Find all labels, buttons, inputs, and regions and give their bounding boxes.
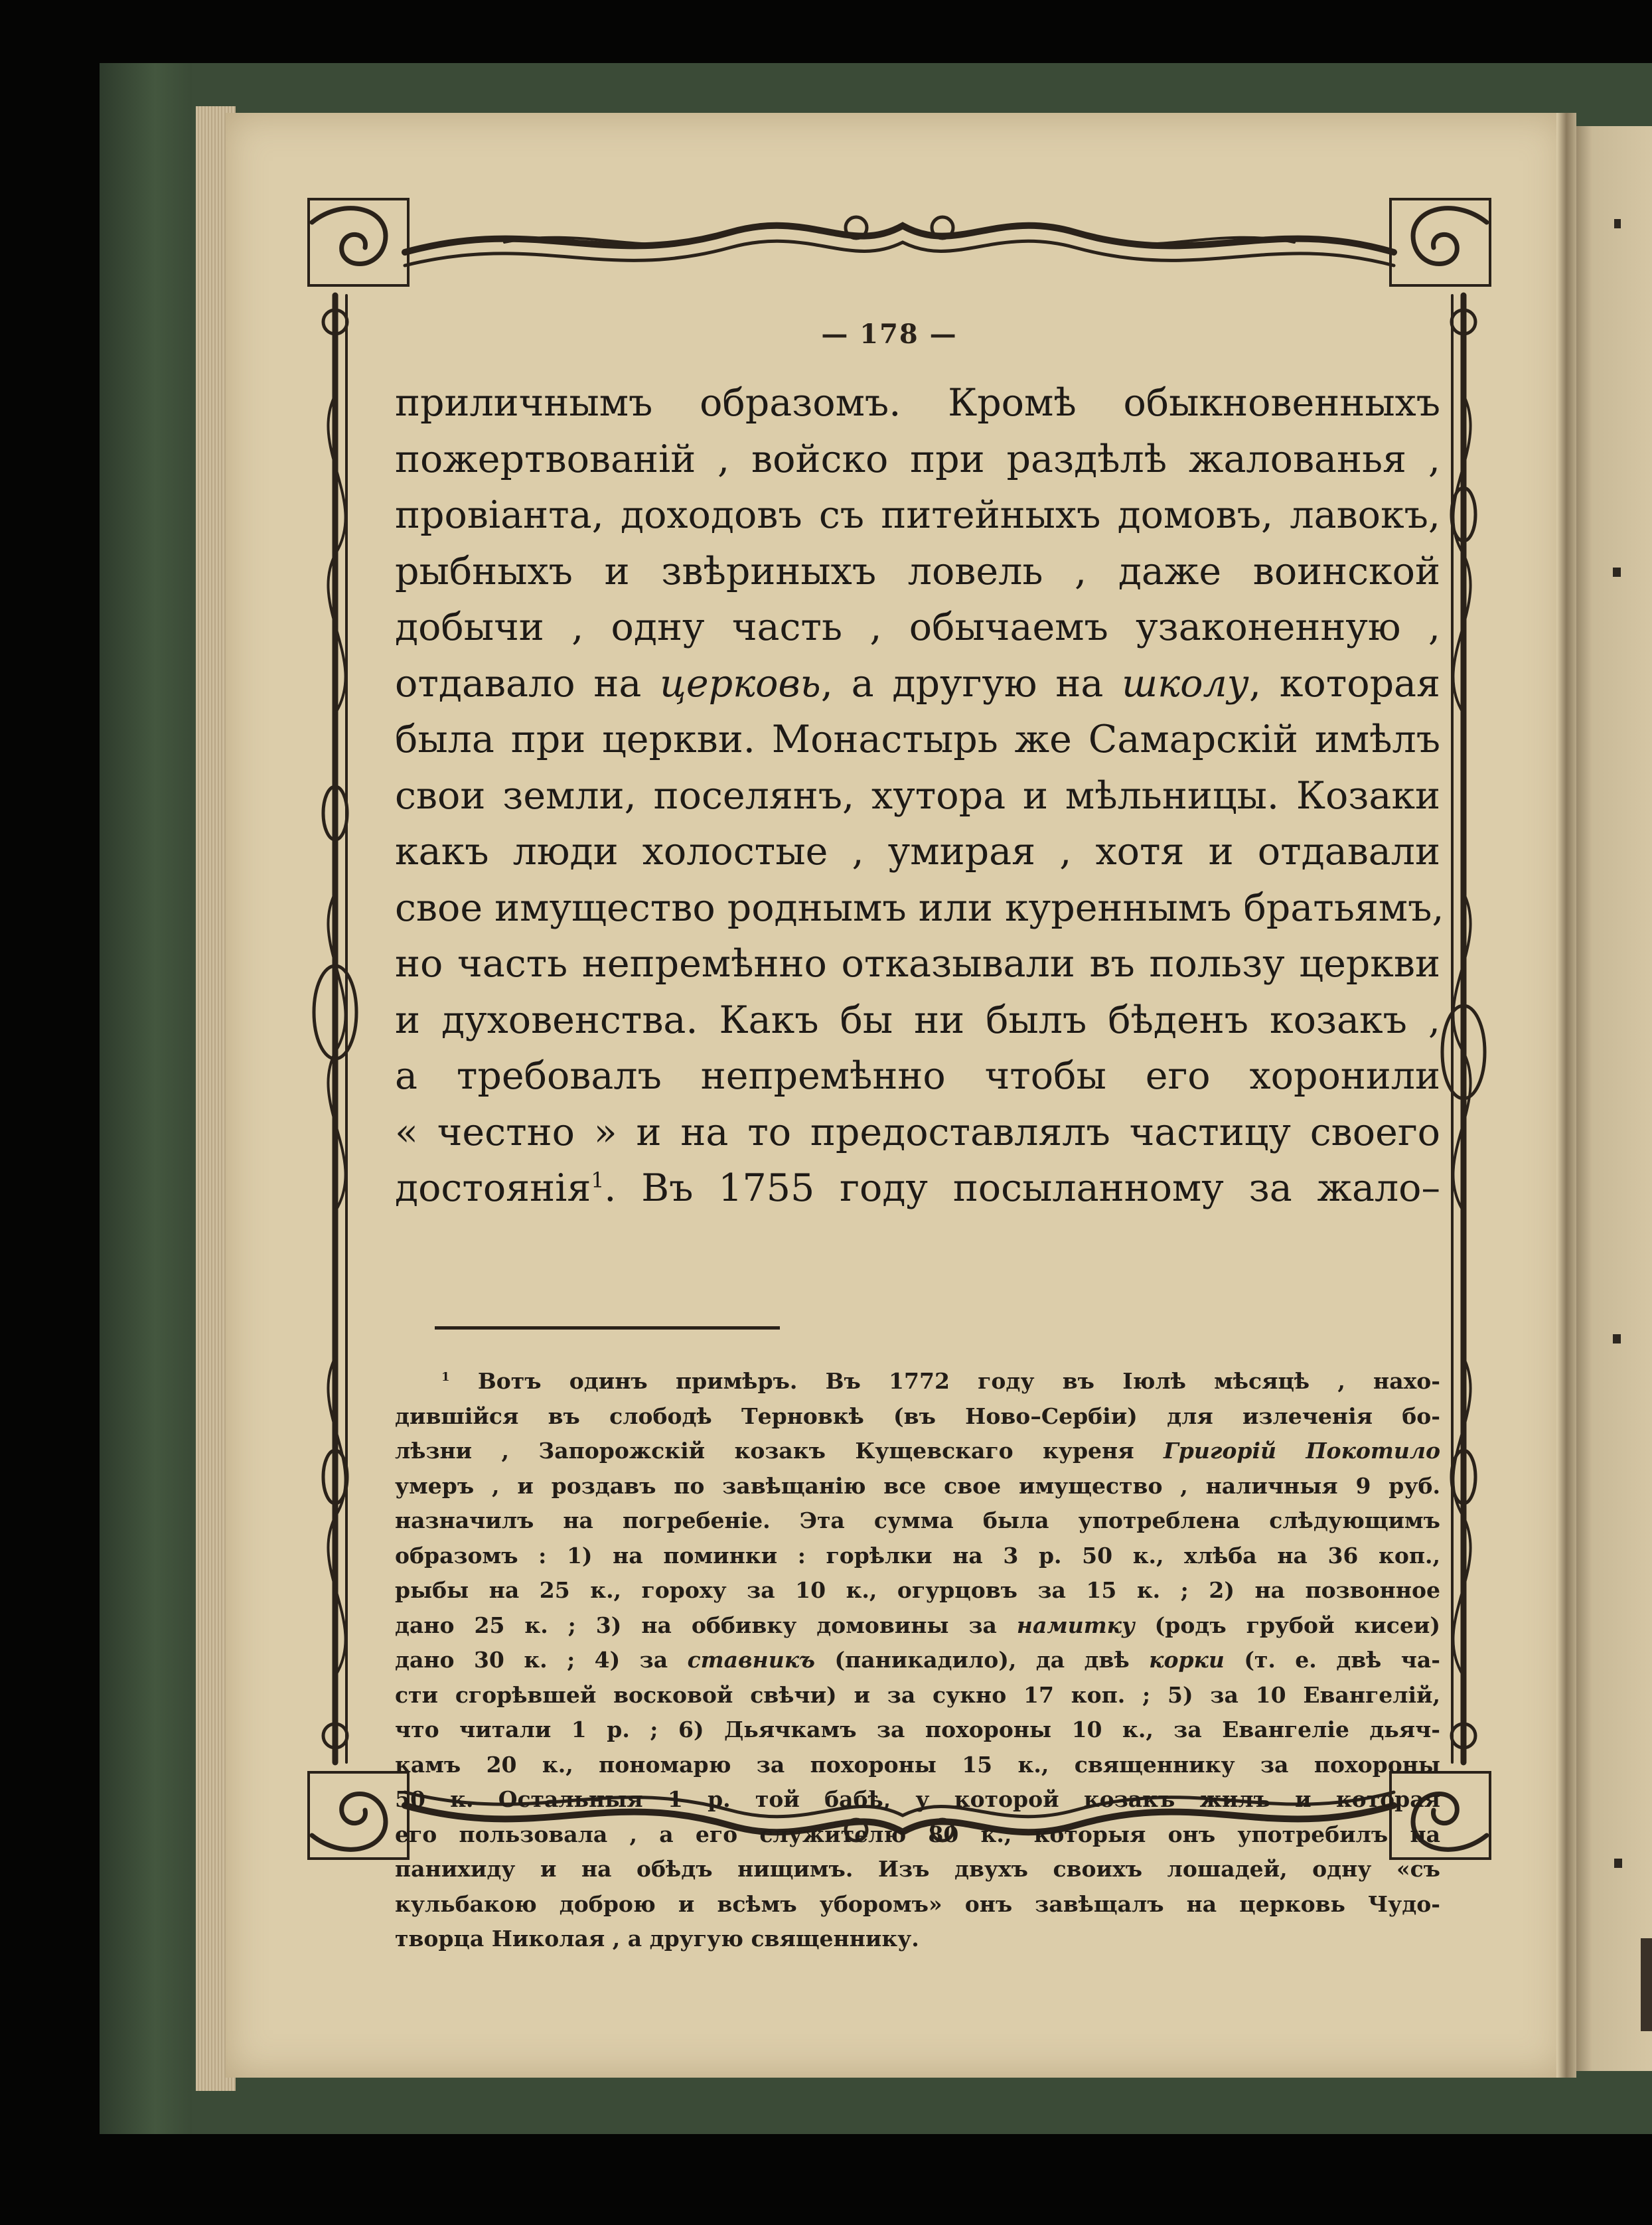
- text-line: но часть непремѣнно отказывали въ пользу церкви: [395, 942, 1440, 986]
- footnote-reference: 1: [591, 1169, 605, 1193]
- footnote-line: образомъ : 1) на поминки : горѣлки на 3 р. 50 к., хлѣба на 36 коп.,: [395, 1542, 1440, 1569]
- text-line: была при церкви. Монастырь же Самарскій имѣлъ: [395, 718, 1440, 761]
- facing-page-mark: [1614, 1859, 1622, 1868]
- footnote-line: $^1$ Вотъ одинъ примѣръ. Въ 1772 году въ Іюлѣ мѣсяцѣ , нахо-: [441, 1368, 1440, 1394]
- facing-page-mark: [1614, 219, 1621, 228]
- text-line: рыбныхъ и звѣриныхъ ловель , даже воинской: [395, 549, 1440, 593]
- page-number: — 178 —: [821, 319, 958, 350]
- footnote-line: назначилъ на погребеніе. Эта сумма была употреблена слѣдующимъ: [395, 1507, 1440, 1533]
- emphasis: корки: [1149, 1647, 1225, 1673]
- facing-page-mark: [1641, 1938, 1652, 2031]
- footnote-line: творца Николая , а другую священнику.: [395, 1926, 919, 1952]
- footnote-line: 50 к. Остальныя 1 р. той бабѣ, у которой козакъ жилъ и которая: [395, 1786, 1440, 1812]
- emphasis: намитку: [1016, 1612, 1135, 1638]
- person-name: Григорій Покотило: [1163, 1438, 1440, 1464]
- footnote-line: дано 30 к. ; 4) за ставникъ (паникадило), да двѣ корки (т. е. двѣ ча-: [395, 1647, 1440, 1673]
- footnote-line: камъ 20 к., пономарю за похороны 15 к., священнику за похороны: [395, 1751, 1440, 1778]
- footnote-divider: [435, 1326, 780, 1330]
- text-line: « честно » и на то предоставлялъ частицу своего: [395, 1110, 1440, 1154]
- page-gutter: [1556, 113, 1576, 2078]
- footnote-line: лѣзни , Запорожскій козакъ Кущевскаго куреня Григорій Покотило: [395, 1438, 1440, 1464]
- book-spine-edge: [100, 63, 192, 2134]
- text-line: отдавало на церковь, а другую на школу, которая: [395, 661, 1441, 706]
- text-line: добычи , одну часть , обычаемъ узаконенную ,: [395, 605, 1440, 649]
- text-line: и духовенства. Какъ бы ни былъ бѣденъ козакъ ,: [395, 998, 1440, 1042]
- text-line: провіанта, доходовъ съ питейныхъ домовъ, лавокъ,: [395, 493, 1440, 537]
- footnote-marker: 1: [441, 1370, 450, 1384]
- footnote-line: его пользовала , а его служителю 80 к., которыя онъ употребилъ на: [395, 1821, 1440, 1847]
- main-text: [395, 375, 1444, 1217]
- footnote-line: дившійся въ слободѣ Терновкѣ (въ Ново–Сербіи) для излеченія бо-: [395, 1403, 1440, 1429]
- text-line: какъ люди холостые , умирая , хотя и отдавали: [395, 830, 1440, 874]
- footnote-line: дано 25 к. ; 3) на оббивку домовины за намитку (родъ грубой кисеи): [395, 1612, 1440, 1638]
- footnote-line: кульбакою доброю и всѣмъ уборомъ» онъ завѣщалъ на церковь Чудо-: [395, 1890, 1440, 1917]
- footnote-line: что читали 1 р. ; 6) Дьячкамъ за похороны 10 к., за Евангеліе дьяч-: [395, 1717, 1440, 1742]
- text-line: свои земли, поселянъ, хутора и мѣльницы. Козаки: [395, 773, 1440, 818]
- text-line: приличнымъ образомъ. Кромѣ обыкновенныхъ: [395, 381, 1440, 425]
- facing-page-mark: [1613, 568, 1621, 577]
- facing-page-mark: [1613, 1334, 1621, 1343]
- footnote: [395, 1364, 1440, 1957]
- footnote-line: панихиду и на обѣдъ нищимъ. Изъ двухъ своихъ лошадей, одну «съ: [395, 1856, 1440, 1882]
- footnote-line: умеръ , и роздавъ по завѣщанію все свое имущество , наличныя 9 руб.: [395, 1472, 1440, 1499]
- facing-page-edge: [1566, 126, 1652, 2071]
- text-line: пожертвованій , войско при раздѣлѣ жалованья ,: [395, 437, 1440, 481]
- emphasis: ставникъ: [687, 1647, 816, 1673]
- text-line: достоянія$^1$. Въ 1755 году посыланному за жало–: [395, 1166, 1440, 1210]
- footnote-line: сти сгорѣвшей восковой свѣчи) и за сукно 17 коп. ; 5) за 10 Евангелій,: [395, 1681, 1440, 1708]
- text-line: свое имущество роднымъ или куреннымъ братьямъ,: [395, 885, 1444, 930]
- emphasis: школу: [1122, 661, 1249, 706]
- emphasis: церковь: [660, 661, 821, 706]
- text-line: а требовалъ непремѣнно чтобы его хоронили: [395, 1054, 1440, 1098]
- footnote-line: рыбы на 25 к., гороху за 10 к., огурцовъ за 15 к. ; 2) на позвонное: [395, 1577, 1440, 1603]
